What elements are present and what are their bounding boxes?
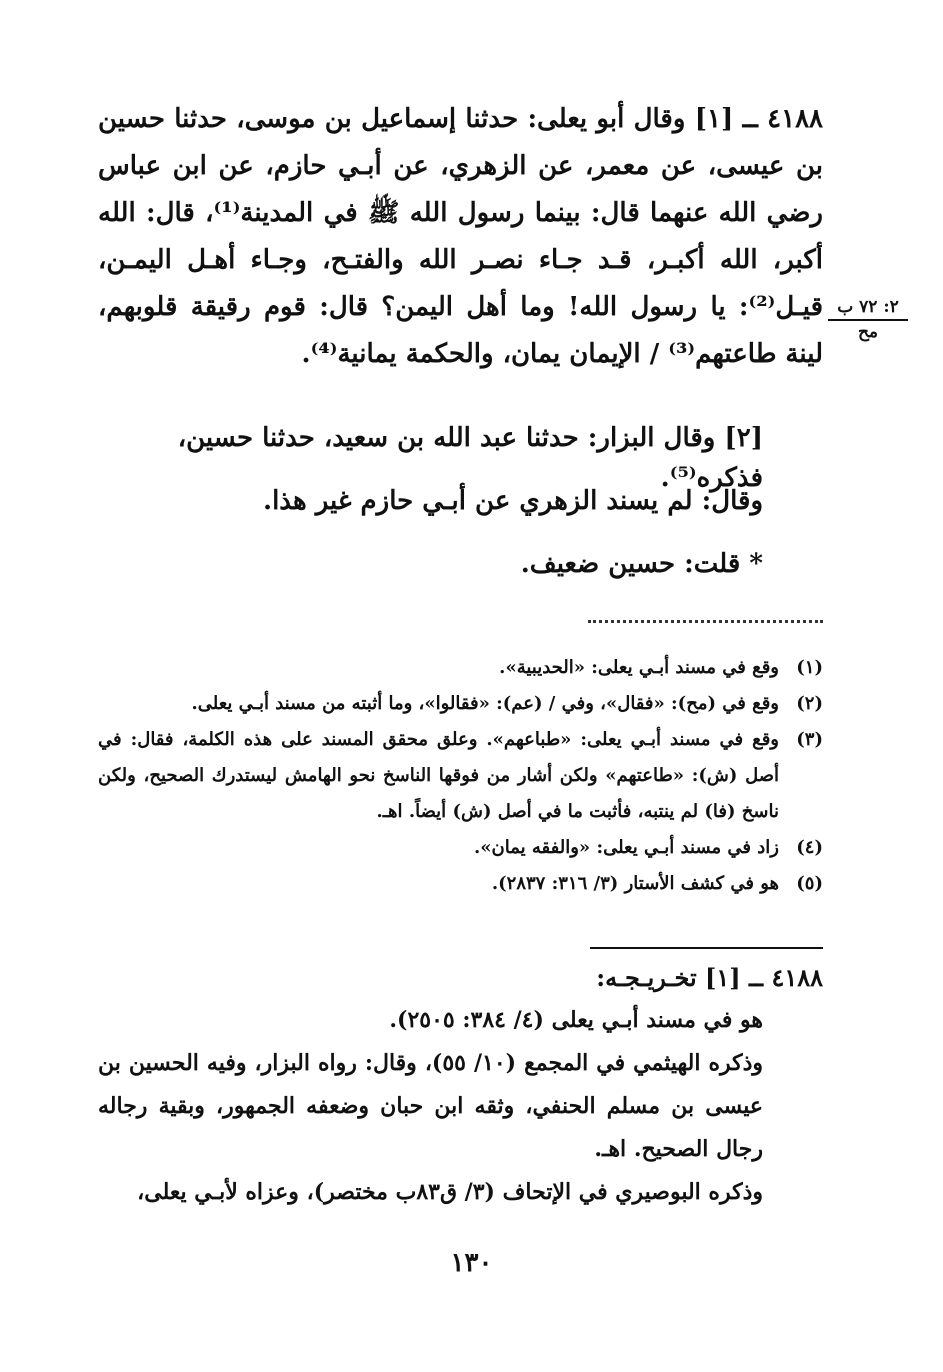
takhrij-paragraph: وذكره الهيثمي في المجمع (١٠/ ٥٥)، وقال: رواه البزار، وفيه الحسين بن عيسى بن مسلم الحنفي، وثقه ابن حبان وضعفه الجمهور، وبقية رجاله رجال الصحيح. اهـ. <box>98 1050 763 1162</box>
side-ref-manuscript: مح <box>857 322 879 342</box>
footnote-text: وقع في مسند أبـي يعلى: «الحديبية». <box>499 657 779 678</box>
takhrij-section <box>98 956 823 1214</box>
footnote-number: (٢) <box>796 693 823 714</box>
section-divider <box>590 947 823 949</box>
footnote-text: وقع في مسند أبـي يعلى: «طباعهم». وعلق محقق المسند على هذه الكلمة، فقال: في أصل (ش): «طاعتهم» ولكن أشار من فوقها الناسخ نحو الهامش ليستدرك الصحيح، ولكن ناسخ (فا) لم ينتبه، فأثبت ما في أصل (ش) أيضاً. اهـ. <box>98 729 779 822</box>
footnote-item <box>98 686 823 722</box>
hadith-paragraph: ٤١٨٨ ــ [١] وقال أبو يعلى: حدثنا إسماعيل بن موسى، حدثنا حسين بن عيسى، عن معمر، عن الزهري، عن أبـي حازم، عن ابن عباس رضي الله عنهما قال: بينما رسول الله ﷺ في المدينة⁽¹⁾، قال: الله أكبر، الله أكبـر، قـد جـاء نصـر الله والفتـح، وجـاء أهـل اليمـن، قيـل⁽²⁾: يا رسول الله! وما أهل اليمن؟ قال: قوم رقيقة قلوبهم، لينة طاعتهم⁽³⁾ / الإيمان يمان، والحكمة يمانية⁽⁴⁾. <box>98 104 823 369</box>
footnote-text: وقع في (مح): «فقال»، وفي / (عم): «فقالوا»، وما أثبته من مسند أبـي يعلى. <box>191 693 779 714</box>
takhrij-heading: ٤١٨٨ ــ [١] تخـريـجـه: <box>596 963 823 992</box>
footnote-item <box>98 650 823 686</box>
bazzar-line: [٢] وقال البزار: حدثنا عبد الله بن سعيد، حدثنا حسين، فذكره⁽⁵⁾. <box>177 423 763 493</box>
footnote-number: (٥) <box>796 873 823 894</box>
hadith-main-text <box>98 96 823 378</box>
footnote-separator-dots <box>588 620 823 631</box>
bazzar-comment-line: وقال: لم يسند الزهري عن أبـي حازم غير هذا. <box>263 486 763 516</box>
footnote-item <box>98 830 823 866</box>
footnote-text: هو في كشف الأستار (٣/ ٣١٦: ٢٨٣٧). <box>491 873 779 894</box>
footnote-number: (٤) <box>796 837 823 858</box>
footnote-number: (١) <box>796 657 823 678</box>
footnote-item <box>98 722 823 830</box>
author-comment-line: * قلت: حسين ضعيف. <box>520 549 763 579</box>
side-ref-folio: ٢: ٧٢ ب <box>828 296 908 321</box>
takhrij-paragraph: هو في مسند أبـي يعلى (٤/ ٣٨٤: ٢٥٠٥). <box>389 1007 763 1033</box>
footnotes <box>98 650 823 902</box>
manuscript-side-reference <box>828 296 908 343</box>
takhrij-paragraph: وذكره البوصيري في الإتحاف (٣/ ق٨٣ب مختصر)، وعزاه لأبـي يعلى، <box>137 1179 763 1205</box>
page-number: ١٣٠ <box>450 1248 493 1278</box>
footnote-number: (٣) <box>796 729 823 750</box>
footnote-item <box>98 866 823 902</box>
footnote-text: زاد في مسند أبـي يعلى: «والفقه يمان». <box>473 837 779 858</box>
